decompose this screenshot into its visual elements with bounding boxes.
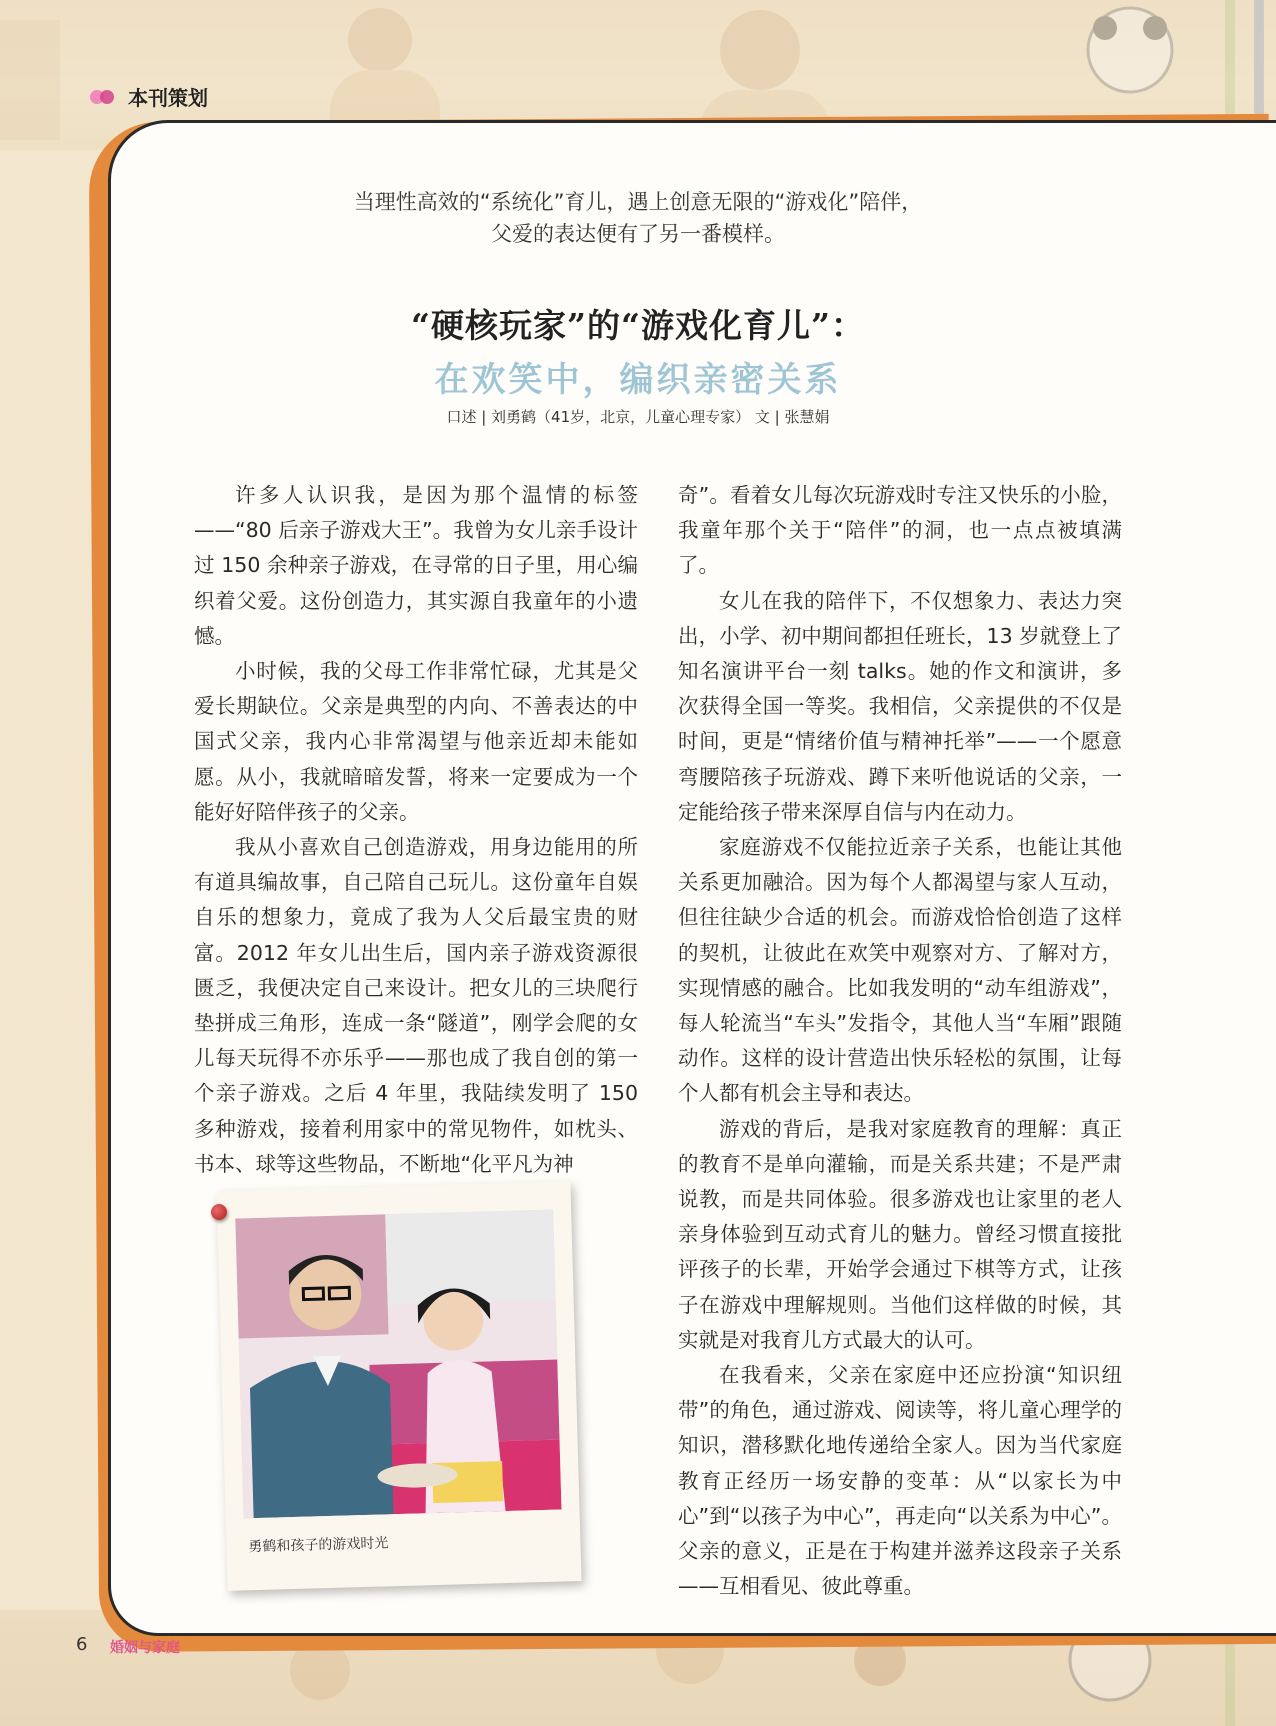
photo-father-and-child	[235, 1210, 561, 1519]
paragraph: 家庭游戏不仅能拉近亲子关系，也能让其他关系更加融洽。因为每个人都渴望与家人互动，但往往缺少合适的机会。而游戏恰恰创造了这样的契机，让彼此在欢笑中观察对方、了解对方，实现情感的融合。比如我发明的“动车组游戏”，每人轮流当“车头”发指令，其他人当“车厢”跟随动作。这样的设计营造出快乐轻松的氛围，让每个人都有机会主导和表达。	[678, 835, 1122, 1106]
intro-line-2: 父爱的表达便有了另一番模样。	[491, 222, 785, 246]
section-tag	[90, 82, 208, 111]
photo-card	[216, 1181, 581, 1591]
paragraph: 我从小喜欢自己创造游戏，用身边能用的所有道具编故事，自己陪自己玩儿。这份童年自娱自乐的想象力，竟成了我为人父后最宝贵的财富。2012 年女儿出生后，国内亲子游戏资源很匮乏，我便决定自己来设计。把女儿的三块爬行垫拼成三角形，连成一条“隧道”，刚学会爬的女儿每天玩得不亦乐乎——那也成了我自创的第一个亲子游戏。之后 4 年里，我陆续发明了 150 多种游戏，接着利用家中的常见物件，如枕头、书本、球等这些物品，不断地“化平凡为神	[194, 835, 638, 1176]
article-subtitle: 在欢笑中，编织亲密关系	[434, 360, 842, 400]
paragraph: 小时候，我的父母工作非常忙碌，尤其是父爱长期缺位。父亲是典型的内向、不善表达的中国式父亲，我内心非常渴望与他亲近却未能如愿。从小，我就暗暗发誓，将来一定要成为一个能好好陪伴孩子的父亲。	[194, 659, 638, 824]
body-column-left	[194, 478, 638, 1182]
body-column-right	[678, 478, 1122, 1605]
pink-dots-icon	[90, 88, 118, 106]
paragraph: 在我看来，父亲在家庭中还应扮演“知识纽带”的角色，通过游戏、阅读等，将儿童心理学的知识，潜移默化地传递给全家人。因为当代家庭教育正经历一场安静的变革：从“以家长为中心”到“以孩子为中心”，再走向“以关系为中心”。父亲的意义，正是在于构建并滋养这段亲子关系——互相看见、彼此尊重。	[678, 1363, 1122, 1599]
article-title: “硬核玩家”的“游戏化育儿”：	[411, 306, 865, 345]
paragraph-continued: 奇”。看着女儿每次玩游戏时专注又快乐的小脸，我童年那个关于“陪伴”的洞，也一点点被填满了。	[678, 483, 1122, 578]
magazine-logo: 婚姻与家庭	[110, 1640, 180, 1656]
paragraph: 女儿在我的陪伴下，不仅想象力、表达力突出，小学、初中期间都担任班长，13 岁就登上了知名演讲平台一刻 talks。她的作文和演讲，多次获得全国一等奖。我相信，父亲提供的不仅是时间，更是“情绪价值与精神托举”——一个愿意弯腰陪孩子玩游戏、蹲下来听他说话的父亲，一定能给孩子带来深厚自信与内在动力。	[678, 588, 1122, 824]
section-label: 本刊策划	[128, 86, 208, 110]
red-pushpin-icon	[211, 1204, 227, 1220]
photo-caption: 勇鹤和孩子的游戏时光	[248, 1535, 389, 1556]
page-number: 6	[76, 1634, 88, 1655]
paragraph: 游戏的背后，是我对家庭教育的理解：真正的教育不是单向灌输，而是关系共建；不是严肃说教，而是共同体验。很多游戏也让家里的老人亲身体验到互动式育儿的魅力。曾经习惯直接批评孩子的长辈，开始学会通过下棋等方式，让孩子在游戏中理解规则。当他们这样做的时候，其实就是对我育儿方式最大的认可。	[678, 1116, 1122, 1352]
intro-text	[0, 186, 1276, 250]
article-byline: 口述 | 刘勇鹤（41岁，北京，儿童心理专家） 文 | 张慧娟	[446, 408, 830, 426]
paragraph: 许多人认识我，是因为那个温情的标签——“80 后亲子游戏大王”。我曾为女儿亲手设计过 150 余种亲子游戏，在寻常的日子里，用心编织着父爱。这份创造力，其实源自我童年的小遗憾。	[194, 483, 638, 648]
intro-line-1: 当理性高效的“系统化”育儿，遇上创意无限的“游戏化”陪伴，	[353, 190, 923, 214]
